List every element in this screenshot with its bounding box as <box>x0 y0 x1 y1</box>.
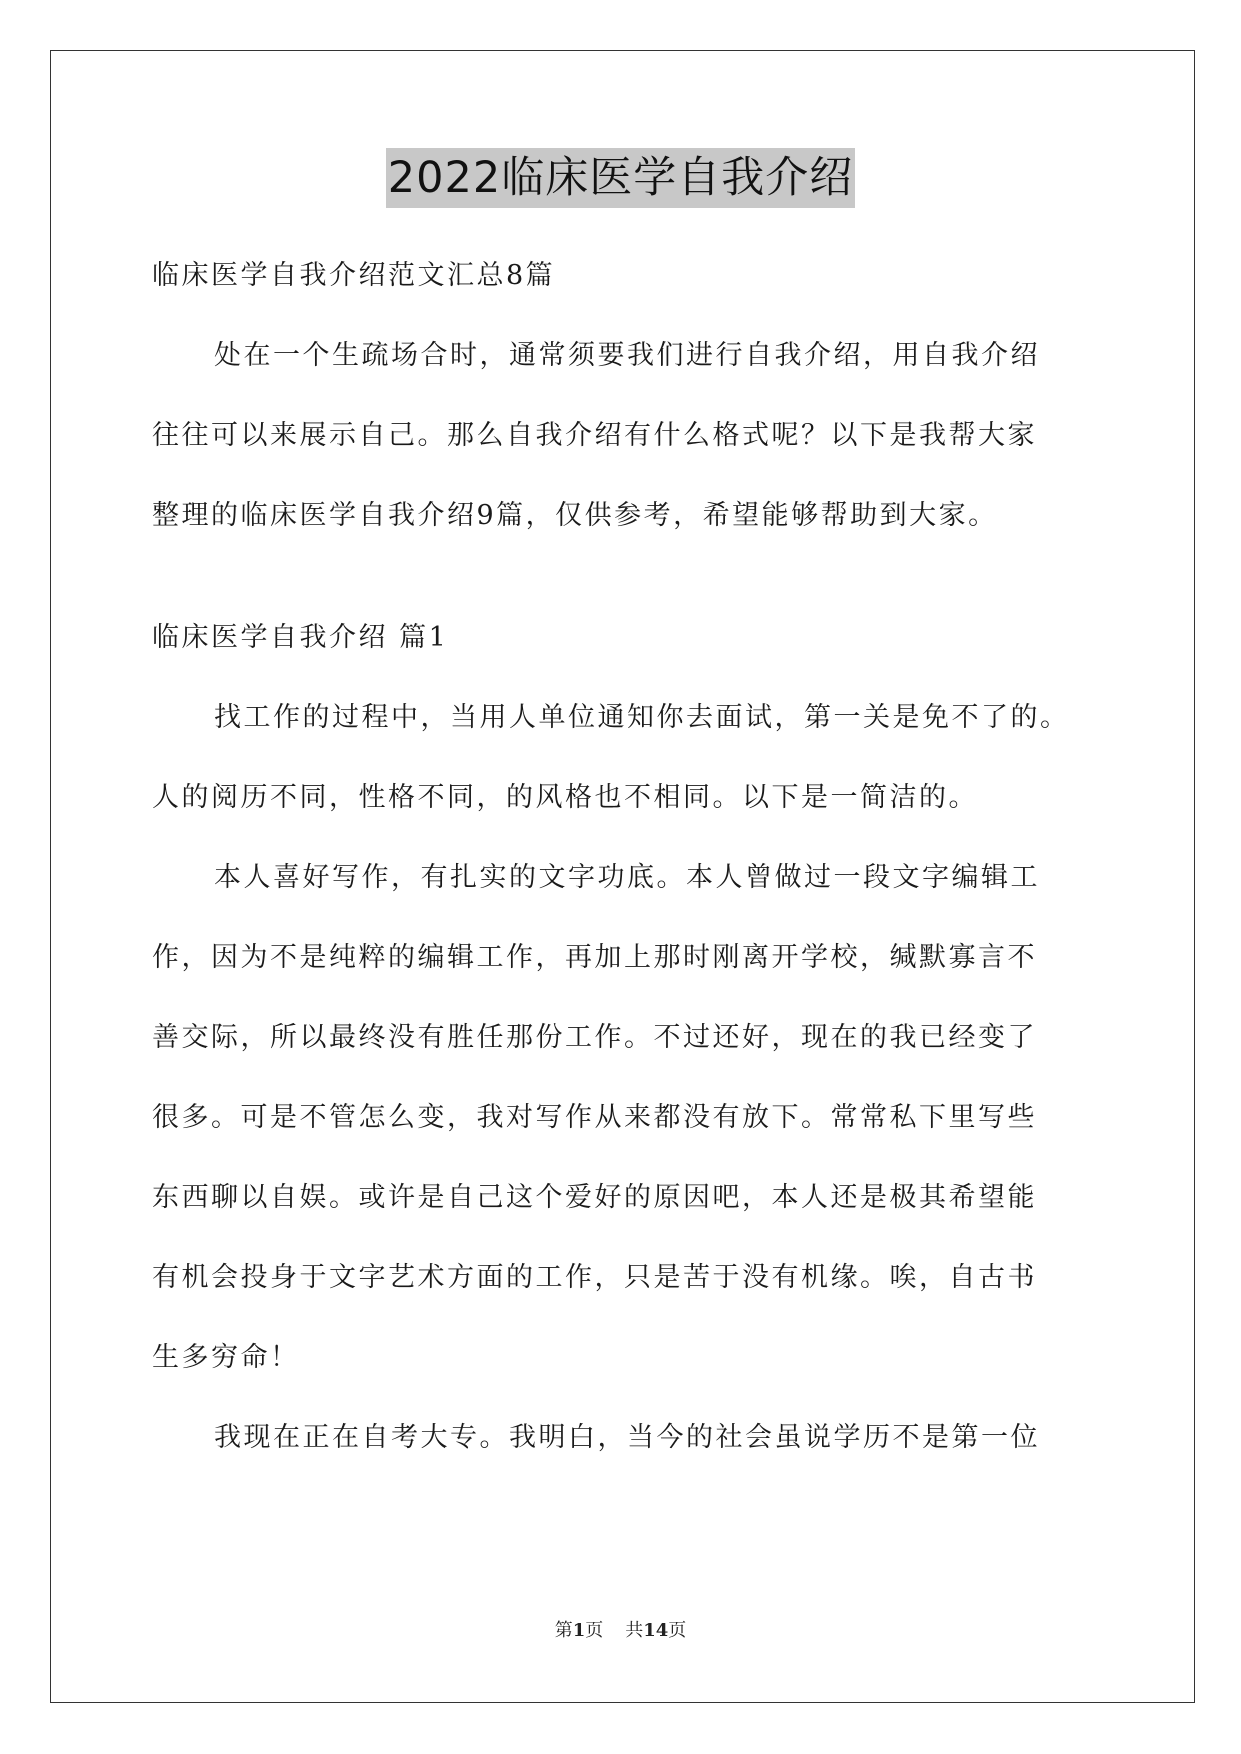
paragraph-line: 我现在正在自考大专。我明白，当今的社会虽说学历不是第一位 <box>214 1422 1040 1453</box>
paragraph-line: 生多穷命！ <box>152 1342 300 1373</box>
total-pages: 14 <box>643 1620 669 1641</box>
paragraph-line: 有机会投身于文字艺术方面的工作，只是苦于没有机缘。唉，自古书 <box>152 1262 1037 1293</box>
intro-line: 处在一个生疏场合时，通常须要我们进行自我介绍，用自我介绍 <box>214 340 1040 371</box>
total-prefix: 共 <box>625 1620 644 1641</box>
paragraph-line: 本人喜好写作，有扎实的文字功底。本人曾做过一段文字编辑工 <box>214 862 1040 893</box>
paragraph-line: 东西聊以自娱。或许是自己这个爱好的原因吧，本人还是极其希望能 <box>152 1182 1037 1213</box>
section-gap <box>152 556 1092 598</box>
document-body <box>152 236 1092 1478</box>
paragraph-line: 人的阅历不同，性格不同，的风格也不相同。以下是一简洁的。 <box>152 782 978 813</box>
intro-heading: 临床医学自我介绍范文汇总8篇 <box>152 260 556 291</box>
paragraph-line: 找工作的过程中，当用人单位通知你去面试，第一关是免不了的。 <box>214 702 1070 733</box>
page-footer <box>0 1616 1241 1642</box>
section-heading: 临床医学自我介绍 篇1 <box>152 622 449 653</box>
page-prefix: 第 <box>554 1620 573 1641</box>
paragraph-line: 很多。可是不管怎么变，我对写作从来都没有放下。常常私下里写些 <box>152 1102 1037 1133</box>
title-container <box>0 148 1241 208</box>
paragraph-line: 善交际，所以最终没有胜任那份工作。不过还好，现在的我已经变了 <box>152 1022 1037 1053</box>
document-title: 2022临床医学自我介绍 <box>386 148 855 208</box>
intro-line: 往往可以来展示自己。那么自我介绍有什么格式呢？以下是我帮大家 <box>152 420 1037 451</box>
page-number: 1 <box>572 1620 586 1641</box>
paragraph-line: 作，因为不是纯粹的编辑工作，再加上那时刚离开学校，缄默寡言不 <box>152 942 1037 973</box>
intro-line: 整理的临床医学自我介绍9篇，仅供参考，希望能够帮助到大家。 <box>152 500 998 531</box>
page-suffix: 页 <box>585 1620 604 1641</box>
total-suffix: 页 <box>668 1620 687 1641</box>
